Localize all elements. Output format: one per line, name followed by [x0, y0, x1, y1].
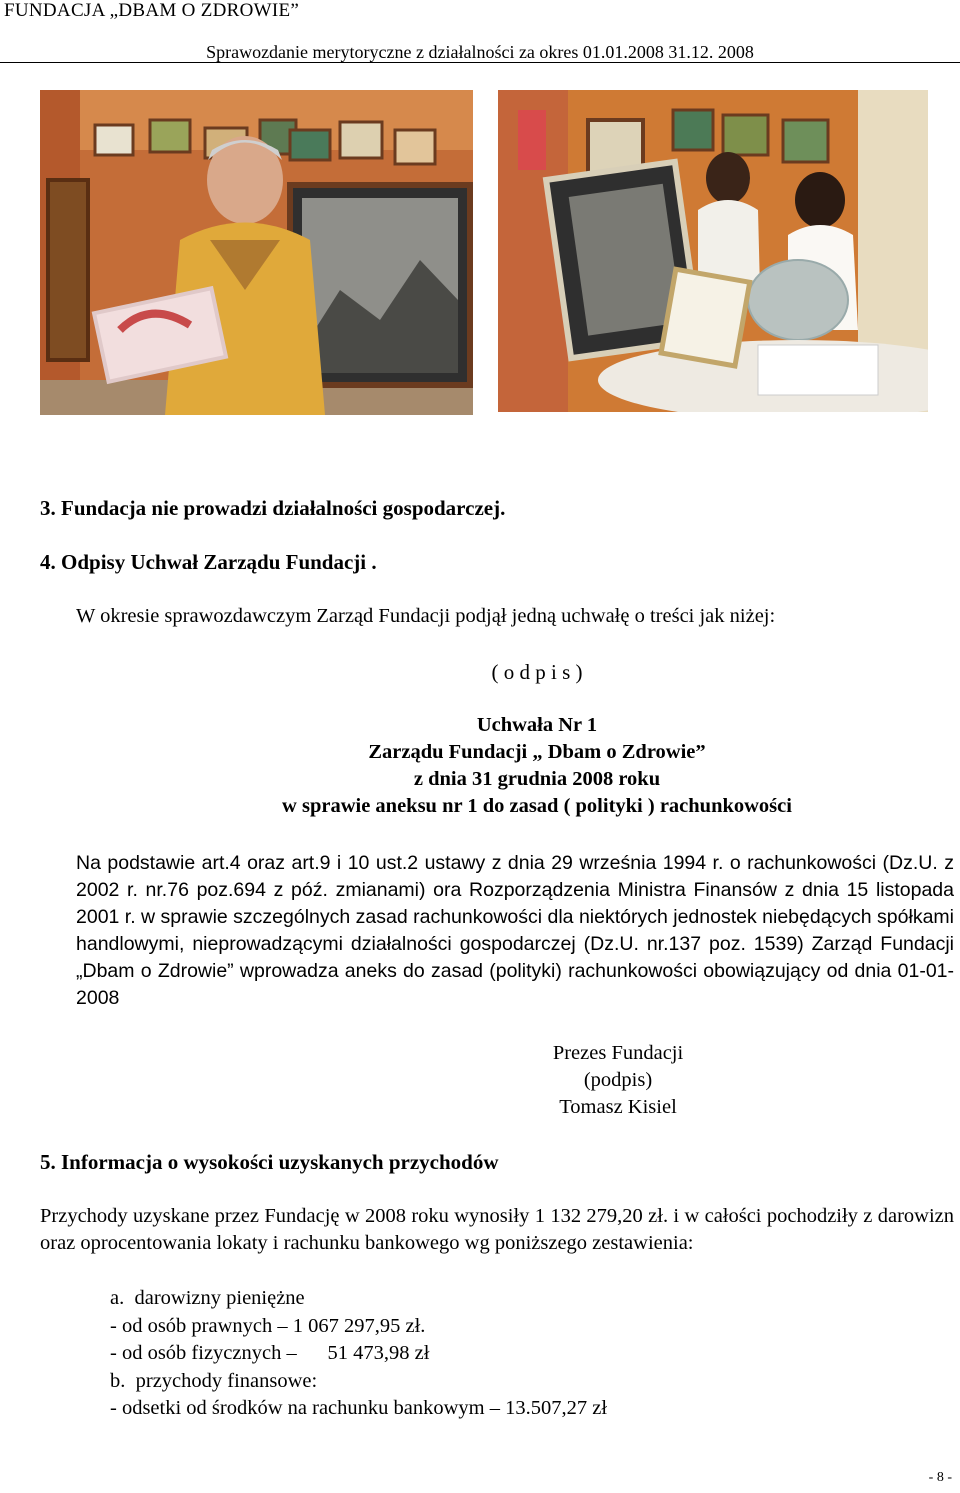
- section-3-heading: 3. Fundacja nie prowadzi działalności gospodarczej.: [40, 496, 506, 520]
- income-list: [110, 1285, 607, 1423]
- header-report-title: Sprawozdanie merytoryczne z działalności za okres 01.01.2008 31.12. 2008: [206, 42, 754, 62]
- photo-left-drawing: [40, 90, 473, 415]
- section-4-heading: 4. Odpisy Uchwał Zarządu Fundacji .: [40, 550, 377, 574]
- income-item-b: b. przychody finansowe:: [110, 1369, 318, 1392]
- signature-block: [538, 1040, 698, 1121]
- page-number: - 8 -: [928, 1470, 952, 1485]
- odpis-label: ( o d p i s ): [491, 660, 583, 684]
- header-organization: FUNDACJA „DBAM O ZDROWIE”: [4, 0, 300, 21]
- resolution-intro: W okresie sprawozdawczym Zarząd Fundacji podjął jedną uchwałę o treści jak niżej:: [76, 605, 776, 627]
- signature-note: (podpis): [583, 1069, 653, 1091]
- income-summary: Przychody uzyskane przez Fundację w 2008 roku wynosiły 1 132 279,20 zł. i w całości pochodziły z darowizn oraz oprocentowania lokaty i rachunku bankowego wg poniższego zestawienia:: [40, 1205, 954, 1254]
- section-5-heading: 5. Informacja o wysokości uzyskanych przychodów: [40, 1150, 499, 1174]
- income-item-natural: - od osób fizycznych – 51 473,98 zł: [110, 1342, 430, 1364]
- income-item-interest: - odsetki od środków na rachunku bankowym – 13.507,27 zł: [110, 1397, 608, 1419]
- income-item-a: a. darowizny pieniężne: [110, 1287, 305, 1309]
- photo-right-drawing: [498, 90, 928, 412]
- resolution-subject: w sprawie aneksu nr 1 do zasad ( polityki ) rachunkowości: [282, 795, 792, 817]
- resolution-issuer: Zarządu Fundacji „ Dbam o Zdrowie”: [368, 741, 706, 763]
- resolution-date: z dnia 31 grudnia 2008 roku: [413, 768, 661, 790]
- signature-name: Tomasz Kisiel: [559, 1096, 677, 1118]
- income-item-legal: - od osób prawnych – 1 067 297,95 zł.: [110, 1314, 426, 1337]
- header-divider: [0, 62, 960, 63]
- signature-role: Prezes Fundacji: [552, 1042, 684, 1064]
- resolution-body: Na podstawie art.4 oraz art.9 i 10 ust.2 ustawy z dnia 29 września 1994 r. o rachunkowości (Dz.U. z 2002 r. nr.76 poz.694 z póź. zmianami) ora Rozporządzenia Ministra Finansów z dnia 15 listopada 2001 r. w sprawie szczególnych zasad rachunkowości dla niektórych jednostek niebędących spółkami handlowymi, nieprowadzącymi działalności gospodarczej (Dz.U. nr.137 poz. 1539) Zarząd Fundacji „Dbam o Zdrowie” wprowadza aneks do zasad (polityki) rachunkowości obowiązujący od dnia 01-01-2008: [76, 852, 954, 1009]
- resolution-number: Uchwała Nr 1: [476, 714, 598, 736]
- photo-exhibition-right: [498, 90, 928, 412]
- photo-exhibition-left: [40, 90, 473, 415]
